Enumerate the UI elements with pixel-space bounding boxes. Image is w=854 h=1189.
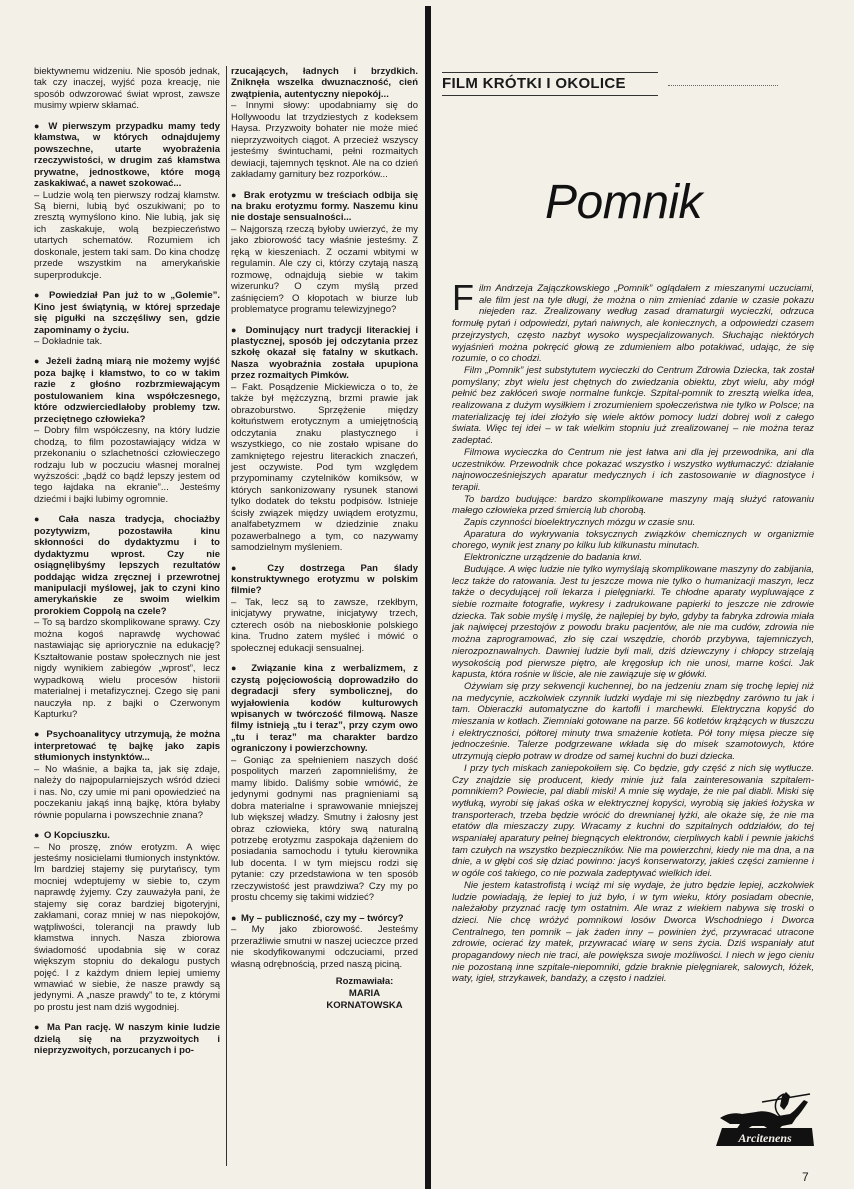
question-text: Dominujący nurt tradycji literackiej i plastycznej, sposób jej odczytania przez szkołę okazał się fatalny w skutkach. Nasza wyobraźnia została upupiona przez rozmaitych Pimków. bbox=[231, 324, 418, 382]
review-paragraph bbox=[452, 529, 814, 552]
interview-answer: – Innymi słowy: upodabniamy się do Hollywoodu lat trzydziestych z kodeksem Haysa. Przyzwoity bohater nie może mieć nieprzyzwoitych ciągot. A przecież wszyscy jesteśmy świntuchami, pełni rozmaitych dewiacji, tajemnych tęsknot. Ale na co dzień zakładamy garnitury bez rozporków... bbox=[231, 100, 418, 181]
interview-answer: – Goniąc za spełnieniem naszych dość pospolitych marzeń zapomnieliśmy, że mamy libido. Daliśmy sobie wmówić, że jedynymi godnymi nas pragnieniami są dobra materialne i sprawowanie mniejszej lub większej władzy. Smutny i żałosny jest obraz człowieka, który swą naturalną potrzebę erotyzmu zaspokaja dążeniem do posiadania samochodu i tytułu kierownika lub docenta. I w tym miejscu rodzi się pytanie: czy przedstawiona w ten sposób rzeczywistość jest prawdziwa? Czy my po prostu chcemy się takimi widzieć? bbox=[231, 754, 418, 904]
interview-middle-column bbox=[231, 66, 418, 1012]
question-text: Ma Pan rację. W naszym kinie ludzie dzielą się na przyzwoitych i nieprzyzwoitych, porzucanych i po- bbox=[34, 1022, 221, 1057]
credit-name: MARIA KORNATOWSKA bbox=[326, 987, 403, 1011]
question-text: Brak erotyzmu w treściach odbija się na braku erotyzmu formy. Naszemu kinu nie dostaje sensualności... bbox=[231, 189, 418, 224]
drop-cap: F bbox=[452, 277, 474, 318]
question-text: Psychoanalitycy utrzymują, że można interpretować tę bajkę jako zapis stłumionych instynktów... bbox=[34, 729, 220, 764]
question-text: Związanie kina z werbalizmem, z czystą pojęciowością doprowadziło do degradacji sfery symbolicznej, do wyjałowienia kodów kulturowych wpisanych w twórczość filmową. Nasze filmy istnieją „tu i teraz”, przy czym owo „tu i teraz” ma charakter bardzo ograniczony i powierzchowny. bbox=[231, 663, 419, 755]
question-text: Czy dostrzega Pan ślady konstruktywnego erotyzmu w polskim filmie? bbox=[231, 562, 418, 597]
review-paragraph-text: Filmowa wycieczka do Centrum nie jest łatwa ani dla jej przewodnika, ani dla uczestników. Przewodnik chce pokazać wszystko i wszystko wytłumaczyć: działanie najnowocześniejszych aparatur medycznych i ich zastosowanie w diagnostyce i terapii. bbox=[452, 446, 814, 493]
interviewer-credit bbox=[231, 976, 418, 1012]
review-paragraph bbox=[452, 763, 814, 880]
section-header bbox=[442, 72, 658, 96]
review-paragraph-text: To bardzo budujące: bardzo skomplikowane maszyny mają służyć ratowaniu małego człowieka przed śmiercią lub chorobą. bbox=[452, 493, 814, 517]
review-paragraph-text: ilm Andrzeja Zajączkowskiego „Pomnik” oglądałem z mieszanymi uczuciami, ale film jest na tyle długi, że można o nim zmieniać zdanie w czasie pokazu niejeden raz. Zrealizowany według zasad dramaturgii wycieczki, odrzuca formułę pytań i odpowiedzi, pytań naiwnych, ale koniecznych, a odpowiedzi czasem przejrzystych, często nazbyt wysoko wyspecjalizowanych. Słuchając niektórych wyjaśnień można pokręcić głową ze zdumieniem albo potakiwać, udając, że się rozumie, o co chodzi. bbox=[452, 283, 814, 365]
review-paragraph bbox=[452, 277, 814, 365]
review-paragraph-text: Budujące. A więc ludzie nie tylko wymyślają skomplikowane maszyny do zabijania, lecz także do ratowania. Jest tu jeszcze mowa nie tylko o humanizacji maszyn, lecz także o decydującej roli lekarza i pielęgniarki. Te chłodne aparaty wypluwające z siebie rozmaite fotografie, wykresy i zadrukowane papierki to jeszcze nie zdrowie dziecka. Tak sobie myślę i myślę, że najlepiej by było, gdyby ta fabryka zdrowia miała jak najwięcej przestojów z powodu braku pacjentów, ale nie ma cudów, zdrowia nie można zaprogramować, zło się czai wszędzie, chorób przybywa, tajemniczych, nierozpoznawalnych. Dawniej ludzie byli mali, dziś dziewczyny i chłopcy strzelają wysokością pod pierwsze piętro, ale kręgosłup ich nie unosi, marne kości. Jak kapusta, która rośnie w liście, ale nie zawiązuje się w główki. bbox=[452, 563, 814, 681]
interview-question-continued: rzucających, ładnych i brzydkich. Zniknęła wszelka dwuznaczność, cień zwątpienia, autentyczny niepokój... bbox=[231, 66, 418, 100]
left-column-rule bbox=[226, 66, 227, 1166]
interview-answer: – My jako zbiorowość. Jesteśmy przeraźliwie smutni w naszej ucieczce przed nie skodyfikowanymi odczuciami, przed własną odrębnością, przed naszą piciną. bbox=[231, 924, 418, 970]
interview-left-column bbox=[34, 66, 220, 1057]
interview-answer: – Najgorszą rzeczą byłoby uwierzyć, że my jako zbiorowość tacy właśnie jesteśmy. Z ręką w kieszeniach. Z oczami wbitymi w regulamin. Ale czy ci, którzy czytają naszą rozmowę, odnajdują siebie w takim wizerunku? O czym myślą przed zaśnięciem? O kłopotach w biurze lub problematyce programu telewizyjnego? bbox=[231, 223, 418, 316]
review-paragraph-text: Aparatura do wykrywania toksycznych związków chemicznych w organizmie chorego, wynik jest znany po kilku lub kilkunastu minutach. bbox=[452, 528, 814, 552]
interview-answer: – Dobry film współczesny, na który ludzie chodzą, to film pozostawiający widza w przekonaniu o szlachetności człowieczego rodzaju lub w poczuciu własnej moralnej wyższości: „bądź co bądź lepszy jestem od tego łajdaka na ekranie”... Jesteśmy dziećmi i bajki lubimy ogromnie. bbox=[34, 425, 220, 505]
credit-label: Rozmawiała: bbox=[335, 975, 394, 987]
review-paragraph-text: Zapis czynności bioelektrycznych mózgu w czasie snu. bbox=[464, 517, 696, 529]
interview-answer: – To są bardzo skomplikowane sprawy. Czy można kogoś naprawdę wychować nastawiając się apriorycznie na edukację? Kształtowanie postaw społecznych nie jest nigdy wynikiem zabiegów „wprost”, lecz wypadkową wielu procesów historii materialnej i metafizycznej. Czego się pani nauczyła np. z bajki o Czerwonym Kapturku? bbox=[34, 617, 220, 721]
question-text: Powiedział Pan już to w „Golemie”. Kino jest świątynią, w której sprzedaje się pigułki na szczęśliwy sen, gdzie zapominamy o życiu. bbox=[34, 290, 220, 336]
interview-question bbox=[231, 913, 418, 924]
interview-question bbox=[34, 514, 220, 617]
review-column bbox=[452, 277, 814, 985]
logo-text: Arcitenens bbox=[738, 1131, 792, 1145]
review-paragraph-text: Ożywiam się przy sekwencji kuchennej, bo na jedzeniu znam się trochę lepiej niż na medycynie, aczkolwiek czynnik ludzki wydaje mi się niezbędny zarówno tu jak i tam. Obieraczki automatyczne do kartofli i marchewki. Elektryczna kopyść do mieszania w kotłach. Ziemniaki gotowane na parze. 56 kotletów krążących w tłuszczu i elektryczności, półtorej minuty trwa smażenie kotleta. Pół tony mięsa piecze się jednocześnie. Talerze podgrzewane wkłada się do misek szamotowych, które utrzymują ciepło potraw w drodze od samej kuchni do buzi dziecka. bbox=[452, 680, 814, 763]
interview-question bbox=[34, 356, 220, 425]
center-divider bbox=[425, 6, 431, 1189]
review-paragraph-text: Film „Pomnik” jest substytutem wycieczki do Centrum Zdrowia Dziecka, tak został pomyślany; zbyt wielu jest chętnych do zwiedzania obiektu, zbyt wielu, aby mógł pełnić bez zakłóceń swoje normalne funkcje. Szpital-pomnik to zresztą wielka idea, realizowana z dużym wysiłkiem i zrozumieniem społeczeństwa nie tylko w Polsce; na materializację tej idei złożyło się wiele aktów pomocy ludzi dobrej woli z całego świata. Więc tej idei – w tak wielkim stopniu już zrealizowanej – nie można teraz zadeptać. bbox=[452, 364, 814, 447]
interview-question bbox=[34, 830, 220, 841]
archer-logo bbox=[712, 1088, 818, 1154]
review-paragraph bbox=[452, 494, 814, 517]
question-text: W pierwszym przypadku mamy tedy kłamstwa, w których odnajdujemy powszechne, utarte wyobrażenia rzeczywistości, w drugim zaś kłamstwa prywatne, jednostkowe, które mogą zaskakiwać, a nawet szokować... bbox=[34, 120, 220, 190]
interview-question bbox=[231, 325, 418, 382]
bullet-icon: ● bbox=[231, 324, 244, 335]
review-paragraph bbox=[452, 552, 814, 564]
bullet-icon: ● bbox=[231, 189, 242, 200]
bullet-icon: ● bbox=[34, 514, 57, 525]
interview-answer: – No proszę, znów erotyzm. A więc jesteśmy nosicielami tłumionych instynktów. Im bardziej stajemy się purytańscy, tym mocniej wdeptujemy w siebie to, czym naprawdę żyjemy. Czy zauważyła pani, że stajemy się coraz bardziej bigoteryjni, zakłamani, coraz mniej w nas niepokojów, wątpliwości, tolerancji na prawdy lub kłamstwa innych. Nasza zbiorowa świadomość upodabnia się w coraz większym stopniu do dekalogu pustych pojęć. I z każdym dniem lepiej umiemy wmawiać w siebie, że nasze prawdy są jedynymi. A „nasze prawdy” to te, z którymi po prostu jest nam dziś wygodniej. bbox=[34, 841, 220, 1013]
question-text: O Kopciuszku. bbox=[43, 830, 110, 842]
review-paragraph-text: Nie jestem katastrofistą i wciąż mi się wydaje, że jutro będzie lepiej, aczkolwiek ludzie powiadają, że lepiej to już było, i w tym wieku, który posiadam obecnie, należałoby przyznać rację tym ostatnim. Ale wraz z wiekiem nabywa się troski o dzieci. Nie chcę wróżyć pomnikowi losów Dworca Wschodniego i Dworca Centralnego, ten pomnik – jak żaden inny – powinien żyć, przywracać utracone zdrowie, ocierać łzy matek, przywracać wiarę w sens życia. Dziś wspaniały atut propagandowy niech nie traci, ale powiększa swoje możliwości. I niech w jego cieniu nie pozostaną inne szpitale-niepomniki, gdzie braknie pielęgniarek, salowych, łóżek, waty, igieł, strzykawek, bandaży, a często i nadziei. bbox=[452, 879, 814, 985]
review-paragraph bbox=[452, 365, 814, 447]
bullet-icon: ● bbox=[34, 830, 42, 841]
interview-answer: – Ludzie wolą ten pierwszy rodzaj kłamstw. Są bierni, lubią być oszukiwani; po to zresztą wymyślono kino. Nie lubią, jak się ich zaskakuje, wolą bezpieczeństwo utartych schematów. Rozumiem ich doskonale, jestem taki sam. Do kina chodzę przede wszystkim na amerykańskie superprodukcje. bbox=[34, 189, 220, 281]
review-paragraph bbox=[452, 564, 814, 681]
review-paragraph bbox=[452, 447, 814, 494]
interview-answer: – Fakt. Posądzenie Mickiewicza o to, że także był mężczyzną, brzmi prawie jak obrazoburstwo. Sprzężenie między kołtuństwem erotycznym a umiejętnością odczytania znaku plastycznego i wszystkiego, co nie zostało wpisane do zamkniętego rejestru literackich znaczeń, jest oczywiste. Pod tym względem przypominamy czytelników komiksów, w których sankonizowany rysunek stanowi tylko dodatek do tekstu podpisów. Istnieje ścisły związek między uwiądem erotyzmu, analfabetyzmem w dziedzinie znaku pozawerbalnego a tym, co nazywamy samodzielnym myśleniem. bbox=[231, 381, 418, 554]
page-number: 7 bbox=[802, 1170, 809, 1184]
bullet-icon: ● bbox=[231, 912, 239, 923]
interview-answer: – No właśnie, a bajka ta, jak się zdaje, należy do najpopularniejszych wśród dzieci i nas. No, czy umie mi pani opowiedzieć na poczekaniu jakąś inną bajkę, która byłaby równie popularna i powszechnie znana? bbox=[34, 763, 220, 821]
article-title: Pomnik bbox=[545, 176, 703, 229]
interview-answer: – Tak, lecz są to zawsze, rzekłbym, inicjatywy prywatne, inicjatywy trzech, czterech osób na nieboskłonie polskiego kina. Trudno zatem myśleć i mówić o społecznej edukacji sensualnej. bbox=[231, 596, 418, 654]
interview-question bbox=[231, 563, 418, 597]
bullet-icon: ● bbox=[34, 290, 47, 301]
review-paragraph bbox=[452, 681, 814, 763]
interview-question bbox=[231, 190, 418, 224]
bullet-icon: ● bbox=[231, 562, 266, 573]
header-dotted-rule bbox=[668, 85, 778, 86]
review-paragraph bbox=[452, 517, 814, 529]
review-paragraph-text: I przy tych miskach zaniepokoiłem się. Co będzie, gdy część z nich się wytłucze. Czy znajdzie się producent, kiedy minie już fala zainteresowania szpitalem-pomnikiem? Powiecie, pal diabli miski! A mnie się wydaje, że nie pal diabli. Miski się wytłuką, wyrobi się jakaś ośka w elektrycznej kopyści, wyrobią się jakieś łożyska w transporterach, trzeba będzie wrócić do drewnianej łyżki, ale okaże się, że nie ma etatów dla mieszaczy zupy. Wracamy z kuchni do szpitalnych oddziałów, do tej wspaniałej aparatury pełnej biegnących elektronów, cierpliwych kabli i pewnie jakichś tam czułych na wszystko bezpieczników. Nie ma powierzchni, kiedy nie ma dna, a na dnie, a w głębi coś się dziać powinno: jacyś konserwatorzy, jakieś części zamienne i w ogóle coś takiego, co nie pozwala zadeptywać wielkich idei. bbox=[452, 762, 814, 880]
bullet-icon: ● bbox=[34, 120, 47, 131]
interview-answer: – Dokładnie tak. bbox=[34, 335, 103, 347]
bullet-icon: ● bbox=[34, 356, 44, 367]
question-text: Jeżeli żadną miarą nie możemy wyjść poza bajkę i kłamstwo, to co w takim razie z głośno rozbrzmiewającym postulowaniem kina współczesnego, które odzwierciedlałoby problemy tzw. przeciętnego człowieka? bbox=[34, 356, 221, 425]
interview-question bbox=[34, 729, 220, 763]
interview-answer: biektywnemu widzeniu. Nie sposób jednak, tak czy inaczej, wyjść poza kreację, nie sposób odwzorować świat wprost, zawsze musimy wpierw skłamać. bbox=[34, 66, 220, 112]
question-text: Cała nasza tradycja, chociażby pozytywizm, pozostawiła kinu skłonności do dydaktyzmu i to dydaktyzmu wprost. Czy nie osiągnęlibyśmy lepszych rezultatów poddając widza zręcznej i przewrotnej manipulacji myślowej, jak to czyni kino amerykańskie ze swoim wielkim prorokiem Coppolą na czele? bbox=[34, 514, 220, 617]
interview-question bbox=[34, 121, 220, 190]
section-header-text: FILM KRÓTKI I OKOLICE bbox=[442, 75, 626, 92]
question-text: My – publiczność, czy my – twórcy? bbox=[240, 912, 404, 924]
review-paragraph bbox=[452, 880, 814, 985]
bullet-icon: ● bbox=[34, 729, 45, 740]
bullet-icon: ● bbox=[231, 663, 250, 674]
bullet-icon: ● bbox=[34, 1022, 46, 1033]
review-paragraph-text: Elektroniczne urządzenie do badania krwi. bbox=[464, 552, 642, 564]
interview-question bbox=[34, 290, 220, 336]
interview-question bbox=[34, 1022, 220, 1056]
interview-question bbox=[231, 663, 418, 755]
